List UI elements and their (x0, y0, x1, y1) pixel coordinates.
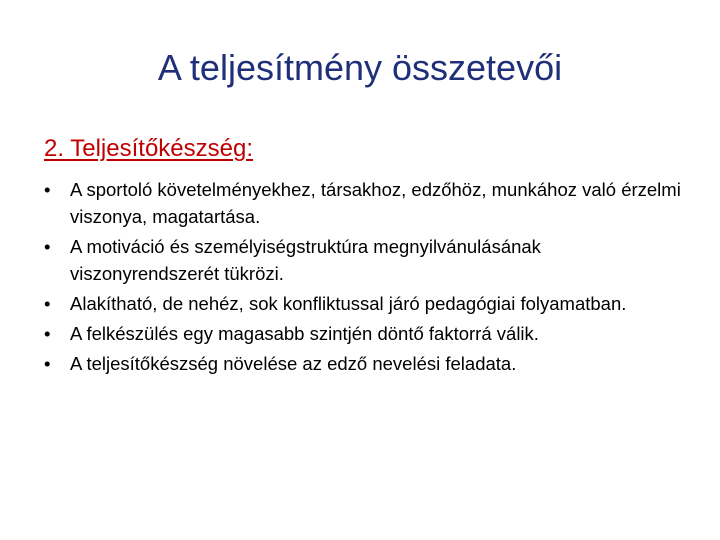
bullet-text: Alakítható, de nehéz, sok konfliktussal járó pedagógiai folyamatban. (70, 293, 627, 314)
bullet-item (44, 233, 694, 287)
bullet-icon: • (44, 236, 51, 257)
section-heading: 2. Teljesítőkészség: (44, 135, 254, 162)
slide-title: A teljesítmény összetevői (157, 47, 563, 88)
bullet-icon: • (44, 293, 51, 314)
bullet-icon: • (44, 353, 51, 374)
bullet-item (44, 350, 694, 377)
bullet-item (44, 320, 694, 347)
bullet-icon: • (44, 323, 51, 344)
bullet-item (44, 290, 694, 317)
bullet-item (44, 176, 694, 230)
bullet-icon: • (44, 179, 51, 200)
bullet-text: A sportoló követelményekhez, társakhoz, edzőhöz, munkához való érzelmi viszonya, magatartása. (70, 179, 681, 227)
bullet-list (44, 176, 694, 380)
bullet-text: A motiváció és személyiségstruktúra megnyilvánulásának viszonyrendszerét tükrözi. (70, 236, 541, 284)
bullet-text: A felkészülés egy magasabb szintjén döntő faktorrá válik. (70, 323, 539, 344)
bullet-text: A teljesítőkészség növelése az edző nevelési feladata. (70, 353, 517, 374)
